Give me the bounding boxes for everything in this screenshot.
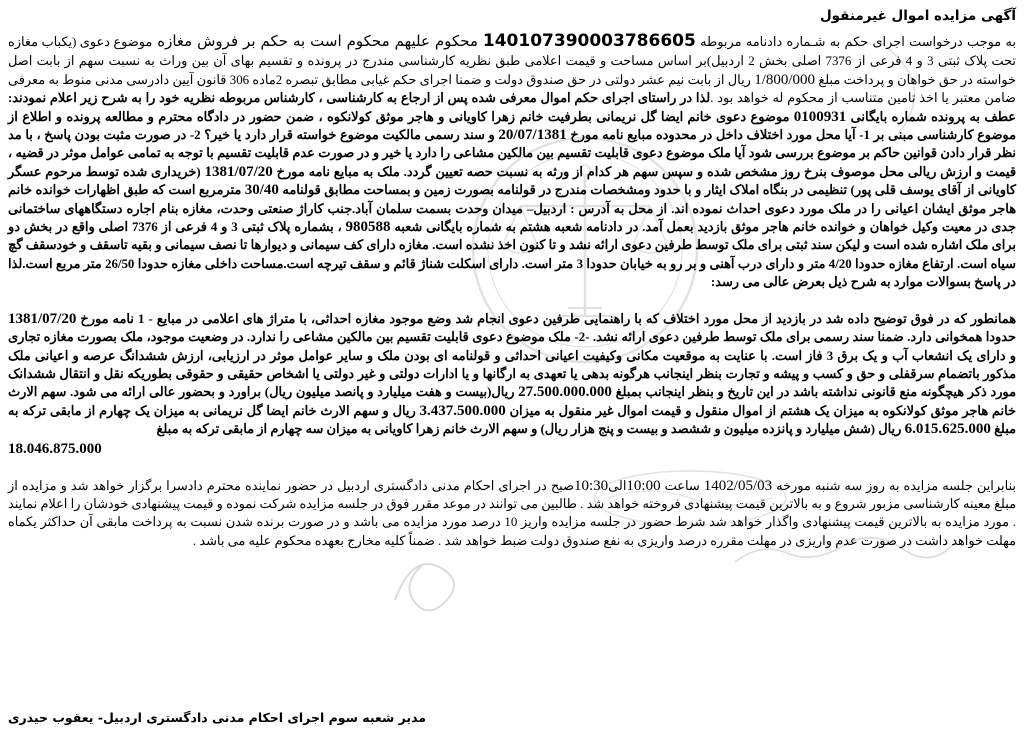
text-run: موضوع دعوی (یکباب مغازه تحت پلاک ثبتی 3 و 4 فرعی از 7376 اصلی بخش 2 اردبیل)بر اساس مساحت و قیمت اعلامی طبق نظریه کارشناسی مندرج در پرونده و تقسیم بهای آن بین وراث به نسبت سهم از بابت اصل خواسته در حق خواهان و پرداخت مبلغ [8, 35, 1016, 87]
text-run: 3.437.500.000 [419, 402, 506, 419]
text-run: 10:30 [573, 477, 609, 494]
text-run: بنابراین جلسه مزایده به روز سه شنبه مورخه [772, 478, 1016, 493]
total-share-amount-line [8, 439, 1016, 459]
text-run: 0100931 [793, 108, 847, 125]
text-run: 20/07/1381 [498, 127, 567, 144]
auction-session-paragraph [8, 477, 1016, 551]
text-run: 1402/05/03 [703, 477, 773, 494]
text-run: همانطور که در فوق توضیح داده شد در بازدید از محل مورد اختلاف که با راهنمایی طرفین دعوی انجام شد وضع موجود مغازه احداثی، با متراژ های اعلامی در مبایع - 1 نامه مورخ [76, 311, 1016, 326]
notice-text-blocks [8, 32, 1016, 550]
text-run: محکوم علیهم محکوم است به حکم بر فروش مغازه [152, 32, 483, 50]
text-run: موضوع دعوی خانم ایضا گل نریمانی بطرفیت خانم زهرا کاویانی و هاجر موثق کولانکوه ، ضمن حضور در دادگاه محترم و مطالعه پرونده و اطلاع از موضوع کارشناسی مبنی بر 1- آیا محل مورد اختلاف داخل در محدوده مبایع نامه مورخ [8, 109, 1016, 143]
text-run: الی [608, 478, 627, 493]
text-run: 18.046.875.000 [8, 440, 102, 457]
text-run: به موجب درخواست اجرای حکم به شـماره دادنامه مربوطه [695, 35, 1016, 50]
text-run: حدودا همخوانی دارد. ضمنا سند رسمی برای ملک توسط طرفین دعوی ارائه نشد. -2- ملک موضوع دعوی قابلیت تقسیم بین مالکین مشاعی را ندارد. در وضعیت موجود، ملک بصورت مغازه تجاری و دارای یک انشعاب آب و یک برق 3 فاز است. با عنایت به موقعیت مکانی وکیفیت اعیانی احداثی و قولنامه ای بودن ملک و سایر عوامل موثر در ارزیابی، ارزش ششدانگ عرصه و اعیانی ملک مذکور باتضمام سرقفلی و حق و کسب و پیشه و تجارت بنظر اینجانب هرگونه بدهی یا تعهدی به ارگانها و یا ادارات دولتی و غیر دولتی یا اشخاص حقیقی و حقوقی بطوریکه نقل و انتقال ششدانک مورد ذکر هیچگونه منع قانونی نداشته باشد در این تاریخ و بنظر اینجانب بمبلغ [8, 330, 1016, 400]
text-run: ریال (شش میلیارد و پانزده میلیون و ششصد و بیست و پنج هزار ریال) و سهم الارث خانم زهرا کاویانی به میزان سه چهارم از مابقی ترکه به مبلغ [156, 422, 905, 437]
text-run: 140107390003786605 [482, 31, 696, 51]
text-run: 6.015.625.000 [904, 421, 991, 438]
text-run: ریال و سهم الارث خانم ایضا گل نریمانی به میزان یک چهارم از مابقی ترکه به مبلغ [8, 403, 1016, 437]
text-run: 1381/07/20 [8, 310, 77, 327]
text-run: 30/40 [244, 182, 279, 199]
text-run: 10:00 [626, 477, 661, 494]
text-run: (خریداری شده توسط مرحوم عسگر کاویانی از آقای یوسف قلی پور) تنظیمی در بنگاه املاک ایثار و با حدود ومشخصات مندرج در قولنامه بصورت زمین و بمساحت مطابق قولنامه [8, 164, 1016, 198]
text-run: ، بشماره پلاک ثبتی 3 و 4 فرعی از 7376 اصلی واقع در بخش دو برای ملک اشاره شده است و لیکن سند ثبتی برای ملک توسط طرفین دعوی ارائه نشد و تا کنون اخذ نشده است. مغازه دارای کف سیمانی و دیوارها تا نصف سیمانی و بقیه تاسقف و خودسقف گچ سیاه است. ارتفاع مغازه حدودا 4/20 متر و دارای درب آهنی و بر رو به خیابان حدودا 3 متر است. دارای اسکلت شناژ قائم و سقف تیرچه است.مساحت داخلی مغازه حدودا 26/50 متر مربع است.لذا در پاسخ بسوالات موارد به شرح ذیل بعرض عالی می رسد: [8, 220, 1016, 290]
text-run: 980588 [345, 219, 391, 236]
text-run: 27.500.000.000 [518, 384, 612, 401]
signature-line: مدیر شعبه سوم اجرای احکام مدنی دادگستری اردبیل- یعقوب حیدری [8, 710, 427, 725]
text-run: ریال(بیست و هفت میلیارد و پانصد میلیون ریال) براورد و بحضور عالی ارائه می شود. سهم الارث خانم هاجر موثق کولانکوه به میزان یک هشتم از اموال منقول و قیمت اموال غیر منقول به میزان [8, 385, 1016, 418]
text-run: 1381/07/20 [204, 163, 273, 180]
expert-valuation-paragraph [8, 310, 1016, 439]
text-run: ریال از بابت نیم عشر دولتی در حق صندوق دولت و ضمنا اجرای حکم غیابی مطابق تبصره 2ماده 306 قانون آیین دادرسی مدنی منوط به معرفی ضامن معتبر یا اخذ تامین متناسب از محکوم له خواهد بود . [8, 72, 1016, 106]
text-run: 1/800/000 [754, 71, 816, 88]
text-run: صبح در اجرای احکام مدنی دادگستری اردبیل در حضور نماینده محترم دادسرا برگزار خواهد شد و مزایده از مبلغ معینه کارشناسی مزبور شروع و به بالاترین قیمت پیشنهادی فروخته خواهد شد . طالبین می توانند در موعد مقرر فوق در جلسه مزایده شرکت نموده و قیمت پیشنهادی خودشان را اعلام نمایند . مورد مزایده به بالاترین قیمت پیشنهادی واگذار خواهد شد شرط حضور در جلسه مزایده واریز 10 درصد مورد مزایده می باشد و در صورت برنده شدن نسبت به پرداخت مابقی آن حداکثر یکماه مهلت خواهد داشت در صورت عدم واریزی در مهلت مقرره درصد واریزی به نفع صندوق دولت ضبط خواهد شد . ضمناً کلیه مخارج بعهده محکوم علیه می باشد . [8, 478, 1016, 548]
text-run: و سند رسمی مالکیت موضوع خواسته قرار دارد یا خیر؟ 2- در صورت مثبت بودن پاسخ ، با مد نظر قرار دادن قوانین حاکم بر موضوع بررسی شود آیا ملک موضوع دعوی قابلیت تقسیم بین مالکین مشاعی را دارد یا خیر و در صورت عدم قابلیت تقسیم با توجه به تمامی عوامل موثر در قضیه ، قیمت و ارزش ریالی محل موصوف بنرخ روز مشخص شده و سپس سهم هر کدام از ورثه به نسبت حصه تعیین گردد. ملک به مبایع نامه مورخ [8, 128, 1016, 179]
text-run: لذا در راستای اجرای حکم اموال معرفی شده پس از ارجاع به کارشناسی ، کارشناس مربوطه نظریه خود را به شرح زیر اعلام نمودند: عطف به پرونده شماره بایگانی [8, 91, 1016, 124]
main-body-paragraph [8, 32, 1016, 292]
text-run: مترمربع است که طبق اظهارات خوانده خانم هاجر موثق ایشان اعیانی را در ملک مورد دعوی احداث نموده اند. از محل به آدرس : اردبیل– میدان وحدت بسمت سلمان آباد.جنب کاراژ صنعتی وحدت، مغازه بنام اجاره دستگاههای ساختمانی جدی در معیت وکیل خواهان و خوانده خانم هاجر موثق بازدید بعمل آمد. در دادنامه شعبه هشتم به شماره بایگانی شعبه [8, 183, 1017, 235]
page-title: آگهی مزایده اموال غیرمنقول [819, 8, 1016, 24]
text-run: ساعت [660, 478, 704, 493]
